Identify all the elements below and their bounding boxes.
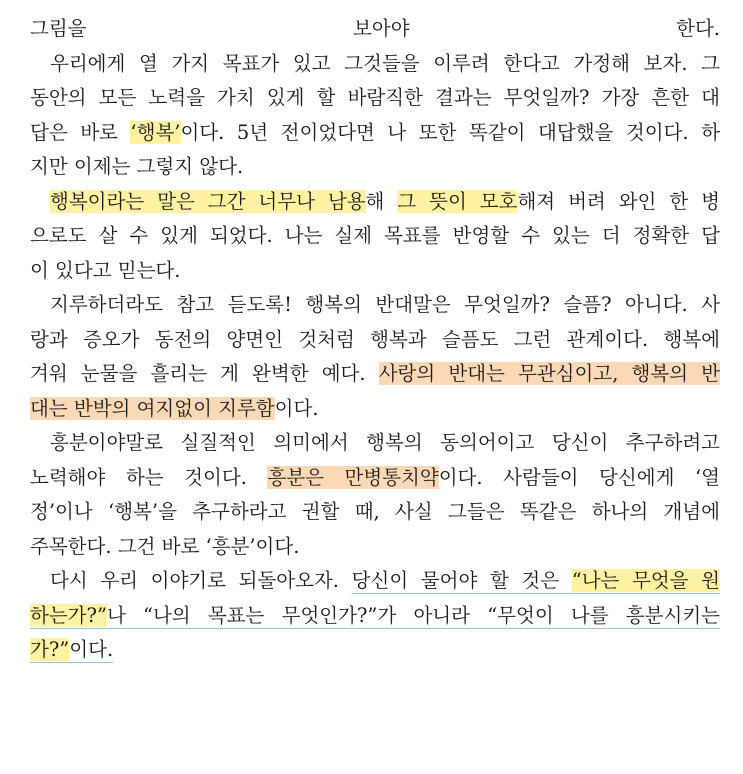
- text-run: 이 있다고 믿는다.: [30, 258, 181, 282]
- highlighted-text: 흥분은 만병통치약: [267, 465, 439, 489]
- text-line: [30, 185, 720, 220]
- text-line: [30, 633, 720, 668]
- text-line: [30, 12, 720, 47]
- text-run: 노력해야 하는 것이다.: [30, 465, 268, 489]
- underlined-text: 이다.: [69, 638, 114, 661]
- text-line: [30, 47, 720, 82]
- text-run: 이다. 사람들이 당신에게 ‘열: [438, 465, 721, 489]
- text-run: 정’이나 ‘행복’을 추구하라고 권할 때, 사실 그들은 똑같은 하나의 개념에: [30, 500, 720, 523]
- text-run: 흥분이야말로 실질적인 의미에서 행복의 동의어이고 당신이 추구하려고: [50, 431, 720, 454]
- text-run: 지루하더라도 참고 듣도록! 행복의 반대말은 무엇일까? 슬픔? 아니다. 사: [50, 293, 720, 316]
- text-line: [30, 461, 720, 496]
- text-run: 주목한다. 그건 바로 ‘흥분’이다.: [30, 534, 300, 558]
- text-line: [30, 564, 720, 599]
- text-line: [30, 288, 720, 323]
- text-run: 랑과 증오가 동전의 양면인 것처럼 행복과 슬픔도 그런 관계이다. 행복에: [30, 327, 720, 351]
- text-run: 해: [365, 189, 398, 213]
- highlighted-text: 사랑의 반대는 무관심이고, 행복의 반: [378, 362, 720, 385]
- text-run: 지만 이제는 그렇지 않다.: [30, 155, 244, 178]
- highlighted-text: 대는 반박의 여지없이 지루함: [30, 396, 275, 420]
- highlighted-text: 가?”: [30, 638, 70, 661]
- text-line: [30, 254, 720, 289]
- text-line: [30, 530, 720, 565]
- text-run: 답은 바로: [30, 120, 131, 144]
- text-line: [30, 426, 720, 461]
- highlighted-text: 하는가?”: [30, 603, 107, 627]
- text-run: 겨워 눈물을 흘리는 게 완벽한 예다.: [30, 362, 379, 385]
- highlighted-text: “나는 무엇을 원: [571, 569, 721, 592]
- text-run: 그림을 보아야 한다.: [30, 17, 720, 40]
- text-line: [30, 495, 720, 530]
- text-run: 해져 버려 와인 한 병: [517, 189, 720, 213]
- text-line: [30, 357, 720, 392]
- body-text: [30, 12, 720, 668]
- highlighted-text: 행복이라는 말은 그간 너무나 남용: [50, 189, 366, 213]
- text-run: 다시 우리 이야기로 되돌아오자.: [50, 569, 352, 592]
- text-run: 이다.: [274, 396, 319, 420]
- text-line: [30, 116, 720, 151]
- highlighted-text: ‘행복’: [130, 120, 181, 144]
- text-line: [30, 392, 720, 427]
- text-run: 동안의 모든 노력을 가치 있게 할 바람직한 결과는 무엇일까? 가장 흔한 대: [30, 86, 720, 109]
- highlighted-text: 그 뜻이 모호: [397, 189, 518, 213]
- text-line: [30, 219, 720, 254]
- text-run: 으로도 살 수 있게 되었다. 나는 실제 목표를 반영할 수 있는 더 정확한 답: [30, 224, 720, 247]
- text-line: [30, 150, 720, 185]
- underlined-text: 당신이 물어야 할 것은: [351, 569, 572, 592]
- text-line: [30, 599, 720, 634]
- text-line: [30, 81, 720, 116]
- underlined-text: 나 “나의 목표는 무엇인가?”가 아니라 “무엇이 나를 흥분시키는: [106, 603, 720, 627]
- text-run: 이다. 5년 전이었다면 나 또한 똑같이 대답했을 것이다. 하: [180, 120, 720, 144]
- text-run: 우리에게 열 가지 목표가 있고 그것들을 이루려 한다고 가정해 보자. 그: [50, 51, 720, 75]
- text-line: [30, 323, 720, 358]
